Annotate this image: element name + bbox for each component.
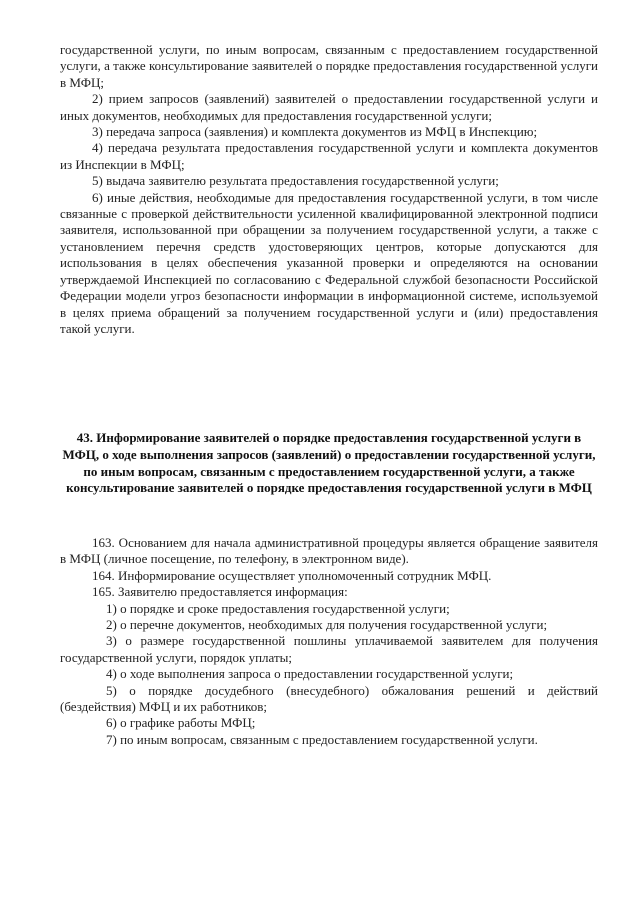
paragraph-164: 164. Информирование осуществляет уполномоченный сотрудник МФЦ. bbox=[92, 567, 492, 583]
paragraph-163: 163. Основанием для начала административной процедуры является обращение заявителя в МФЦ (личное посещение, по телефону, в электронном виде). bbox=[60, 535, 598, 567]
list-item-transfer-result: 4) передача результата предоставления государственной услуги и комплекта документов из Инспекции в МФЦ; bbox=[60, 140, 598, 172]
paragraph-165: 165. Заявителю предоставляется информация: bbox=[92, 584, 348, 600]
list-item-issue-result: 5) выдача заявителю результата предоставления государственной услуги; bbox=[92, 173, 499, 189]
info-list-item: 7) по иным вопросам, связанным с предоставлением государственной услуги. bbox=[106, 731, 538, 747]
list-item-transfer-request: 3) передача запроса (заявления) и комплекта документов из МФЦ в Инспекцию; bbox=[92, 124, 538, 140]
section-heading: 43. Информирование заявителей о порядке предоставления государственной услуги в МФЦ, о ходе выполнения запросов (заявлений) о предоставлении государственной услуги, по иным вопросам, связанным с предоставлением государственной услуги, а также консультирование заявителей о порядке предоставления государственной услуги в МФЦ bbox=[62, 430, 596, 496]
bottom-text-block bbox=[60, 535, 598, 748]
list-item-reception: 2) прием запросов (заявлений) заявителей о предоставлении государственной услуги и иных документов, необходимых для предоставления государственной услуги; bbox=[60, 91, 598, 123]
info-list-item: 2) о перечне документов, необходимых для получения государственной услуги; bbox=[106, 617, 548, 633]
info-list-item: 4) о ходе выполнения запроса о предоставлении государственной услуги; bbox=[106, 666, 514, 682]
info-list-item: 1) о порядке и сроке предоставления государственной услуги; bbox=[106, 600, 450, 616]
info-list-item: 3) о размере государственной пошлины уплачиваемой заявителем для получения государственной услуги, порядок уплаты; bbox=[60, 633, 598, 665]
info-list-item: 5) о порядке досудебного (внесудебного) обжалования решений и действий (бездействия) МФЦ и их работников; bbox=[60, 682, 598, 715]
paragraph-continuation: государственной услуги, по иным вопросам, связанным с предоставлением государственной услуги, а также консультирование заявителей о порядке предоставления государственной услуги в МФЦ; bbox=[60, 42, 598, 90]
info-list-item: 6) о графике работы МФЦ; bbox=[106, 715, 256, 731]
list-item-other-actions: 6) иные действия, необходимые для предоставления государственной услуги, в том числе связанные с проверкой действительности усиленной квалифицированной электронной подписи заявителя, использованной при обращении за получением государственной услуги, а также с установлением перечня средств удостоверяющих центров, которые допускаются для использования в целях обеспечения указанной проверки и определяются на основании утверждаемой Инспекцией по согласованию с Федеральной службой безопасности Российской Федерации модели угроз безопасности информации в информационной системе, используемой в целях приема обращений за получением государственной услуги и (или) предоставления такой услуги. bbox=[60, 189, 598, 336]
top-text-block bbox=[60, 42, 598, 337]
